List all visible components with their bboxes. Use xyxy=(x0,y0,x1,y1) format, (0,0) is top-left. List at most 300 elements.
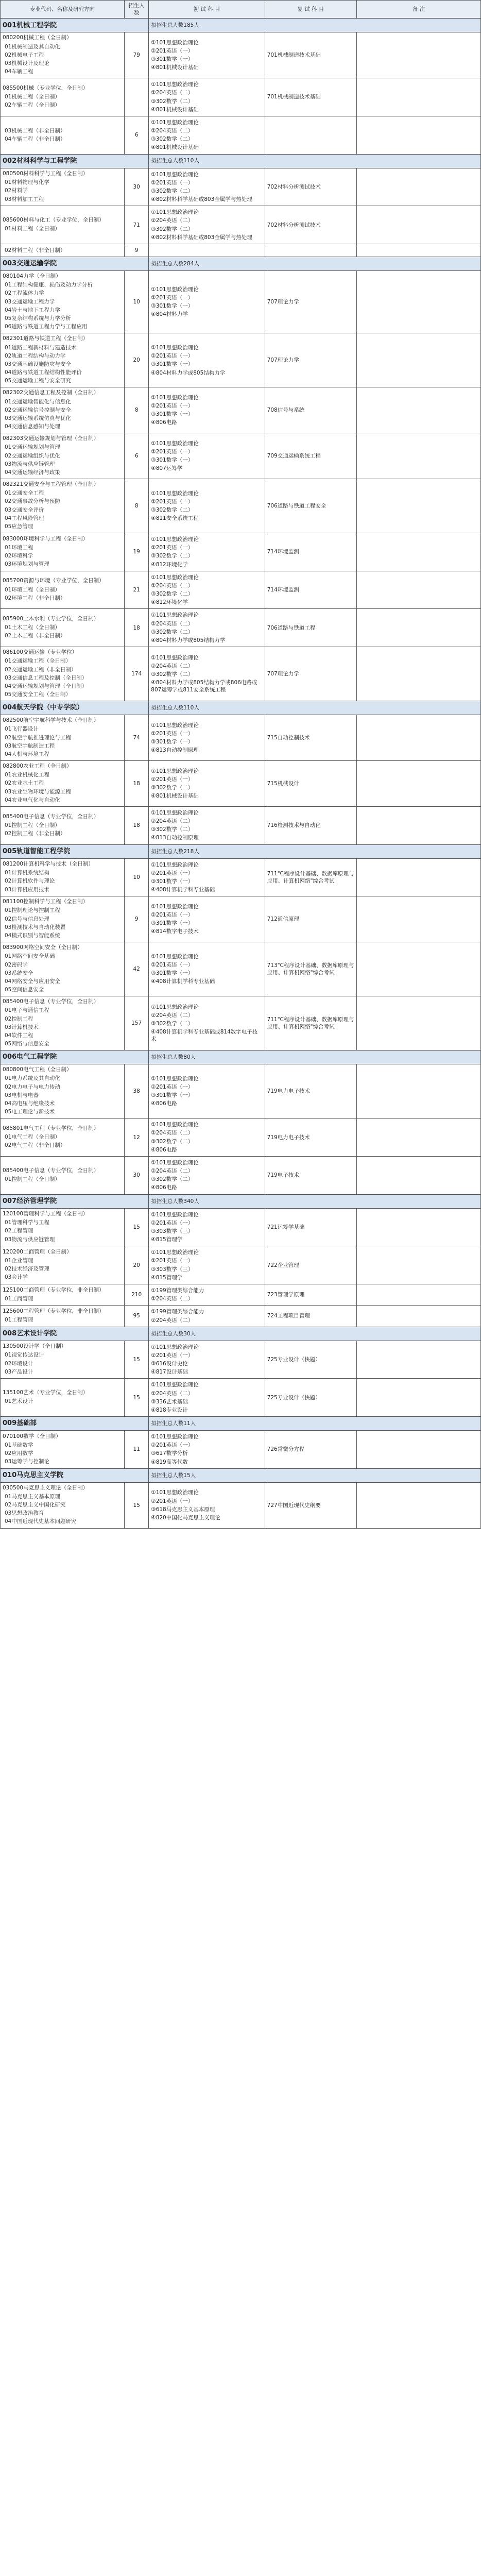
program-row xyxy=(1,333,481,387)
program-cell xyxy=(1,806,125,844)
exam-subject: ④804材料力学或805结构力学或806电路或807运筹学或811安全系统工程 xyxy=(151,680,257,693)
retest-cell: 714环境监测 xyxy=(265,533,356,571)
note-cell xyxy=(356,571,480,609)
exam-subject: ②201英语（一） xyxy=(151,1219,194,1226)
program-row xyxy=(1,1341,481,1379)
quota-cell: 30 xyxy=(125,168,149,206)
research-direction: 01电子与通信工程 xyxy=(5,1007,49,1014)
exam-subject: ①101思想政治理论 xyxy=(151,171,199,178)
exam-subject: ①101思想政治理论 xyxy=(151,654,199,661)
retest-cell: 719电力电子技术 xyxy=(265,1118,356,1157)
program-row xyxy=(1,433,481,479)
program-name: 080200机械工程（全日制） xyxy=(3,35,72,41)
research-direction: 02电气工程（非全日制） xyxy=(5,1142,66,1149)
program-cell xyxy=(1,271,125,333)
school-row xyxy=(1,844,481,858)
exam-subject: ③302数学（二） xyxy=(151,507,194,514)
research-direction: 04中国近现代史基本问题研究 xyxy=(5,1518,77,1525)
program-name: 080500材料科学与工程（全日制） xyxy=(3,171,89,177)
program-row xyxy=(1,244,481,257)
retest-cell xyxy=(265,244,356,257)
quota-cell: 15 xyxy=(125,1379,149,1417)
school-row xyxy=(1,1327,481,1341)
note-cell xyxy=(356,1246,480,1284)
quota-cell: 10 xyxy=(125,271,149,333)
research-direction: 04网络安全与应用安全 xyxy=(5,978,60,985)
program-row xyxy=(1,1306,481,1327)
quota-cell: 8 xyxy=(125,479,149,533)
research-direction: 02交通事故分析与预防 xyxy=(5,498,60,505)
research-direction: 01马克思主义基本原理 xyxy=(5,1493,60,1500)
program-cell xyxy=(1,1379,125,1417)
exam-subject: ①101思想政治理论 xyxy=(151,1249,199,1256)
quota-cell: 9 xyxy=(125,896,149,942)
research-direction: 03农业生物环境与能源工程 xyxy=(5,788,71,795)
quota-cell: 30 xyxy=(125,1156,149,1194)
exam-subject: ④801机械设计基础 xyxy=(151,64,199,71)
quota-cell: 11 xyxy=(125,1431,149,1469)
exam-subject: ③301数学（一） xyxy=(151,56,194,63)
research-direction: 01土木工程（全日制） xyxy=(5,624,60,631)
quota-cell: 38 xyxy=(125,1064,149,1118)
exam-subject: ②201英语（一） xyxy=(151,295,194,301)
research-direction: 03检测技术与自动化装置 xyxy=(5,924,66,930)
exam-subject: ④804材料力学或805结构力学 xyxy=(151,369,226,376)
exam-subject: ②201英语（一） xyxy=(151,353,194,360)
program-cell xyxy=(1,433,125,479)
exam-subject: ②201英语（一） xyxy=(151,498,194,505)
quota-cell: 15 xyxy=(125,1482,149,1528)
exam-subject: ①101思想政治理论 xyxy=(151,1382,199,1388)
exam-subject: ④815管理学 xyxy=(151,1236,183,1243)
school-row xyxy=(1,1417,481,1431)
exam-subject: ④804材料力学 xyxy=(151,311,188,318)
program-name: 080800电气工程（全日制） xyxy=(3,1066,72,1073)
note-cell xyxy=(356,1482,480,1528)
exam-subject: ③301数学（一） xyxy=(151,361,194,368)
note-cell xyxy=(356,1431,480,1469)
program-row xyxy=(1,1284,481,1306)
exam-subject: ③302数学（二） xyxy=(151,1138,194,1145)
research-direction: 05复杂结构系统与力学分析 xyxy=(5,315,71,321)
research-direction: 03电机与电器 xyxy=(5,1092,39,1098)
note-cell xyxy=(356,206,480,244)
research-direction: 01控制工程（全日制） xyxy=(5,822,60,828)
school-row xyxy=(1,701,481,715)
exam-subject: ①101思想政治理论 xyxy=(151,574,199,581)
retest-cell: 707理论力学 xyxy=(265,333,356,387)
program-row xyxy=(1,571,481,609)
exam-subject: ④812环境化学 xyxy=(151,561,188,568)
program-cell xyxy=(1,609,125,647)
exam-subject: ④802材料科学基础或803金属学与热处理 xyxy=(151,196,252,203)
exam-cell xyxy=(149,1431,265,1469)
retest-cell: 701机械制造技术基础 xyxy=(265,32,356,78)
exam-subject: ①101思想政治理论 xyxy=(151,768,199,774)
note-cell xyxy=(356,1379,480,1417)
exam-subject: ②204英语（二） xyxy=(151,582,194,589)
research-direction: 01交通安全工程 xyxy=(5,490,44,497)
exam-subject: ③301数学（一） xyxy=(151,457,194,464)
exam-cell xyxy=(149,942,265,996)
exam-subject: ③303数学（三） xyxy=(151,1266,194,1273)
program-row xyxy=(1,1431,481,1469)
program-row xyxy=(1,1064,481,1118)
exam-cell xyxy=(149,715,265,761)
exam-cell xyxy=(149,1284,265,1306)
quota-cell: 95 xyxy=(125,1306,149,1327)
exam-subject: ①101思想政治理论 xyxy=(151,809,199,816)
program-name: 085700资源与环境（专业学位，全日制） xyxy=(3,578,105,584)
quota-cell: 42 xyxy=(125,942,149,996)
exam-subject: ④812环境化学 xyxy=(151,599,188,606)
program-cell xyxy=(1,533,125,571)
school-row xyxy=(1,154,481,168)
retest-cell: 709交通运输系统工程 xyxy=(265,433,356,479)
exam-subject: ②204英语（二） xyxy=(151,1317,194,1324)
exam-cell xyxy=(149,244,265,257)
exam-subject: ④813自动控制原理 xyxy=(151,835,199,841)
program-cell xyxy=(1,715,125,761)
research-direction: 01交通运输智能化与信息化 xyxy=(5,398,71,405)
exam-subject: ③302数学（二） xyxy=(151,1176,194,1183)
exam-cell xyxy=(149,479,265,533)
retest-cell: 726常微分方程 xyxy=(265,1431,356,1469)
program-name: 082303交通运输规划与管理（全日制） xyxy=(3,435,99,442)
research-direction: 03计算机应用技术 xyxy=(5,886,49,893)
program-row xyxy=(1,271,481,333)
research-direction: 01交通运输工程（全日制） xyxy=(5,658,71,665)
program-row xyxy=(1,479,481,533)
exam-subject: ③618马克思主义基本原理 xyxy=(151,1506,215,1513)
research-direction: 05电工理论与新技术 xyxy=(5,1109,55,1115)
exam-subject: ②204英语（二） xyxy=(151,1390,194,1397)
quota-cell: 12 xyxy=(125,1118,149,1157)
quota-cell: 210 xyxy=(125,1284,149,1306)
school-title: 001机械工程学院 xyxy=(1,19,149,32)
research-direction: 01飞行器设计 xyxy=(5,726,39,733)
exam-subject: ③301数学（一） xyxy=(151,920,194,927)
program-cell xyxy=(1,1306,125,1327)
exam-cell xyxy=(149,609,265,647)
exam-subject: ④806电路 xyxy=(151,1100,177,1107)
school-note: 拟招生总人数185人 xyxy=(149,19,481,32)
retest-cell: 706道路与铁道工程安全 xyxy=(265,479,356,533)
program-row xyxy=(1,168,481,206)
exam-subject: ③302数学（二） xyxy=(151,591,194,598)
research-direction: 01环境工程 xyxy=(5,544,33,551)
program-row xyxy=(1,806,481,844)
exam-cell xyxy=(149,32,265,78)
exam-subject: ②201英语（一） xyxy=(151,776,194,783)
exam-subject: ③302数学（二） xyxy=(151,826,194,833)
school-title: 006电气工程学院 xyxy=(1,1050,149,1064)
exam-subject: ④814数字电子技术 xyxy=(151,928,199,935)
school-title: 008艺术设计学院 xyxy=(1,1327,149,1341)
research-direction: 02控制工程 xyxy=(5,1015,33,1022)
exam-subject: ②201英语（一） xyxy=(151,870,194,876)
school-note: 拟招生总人数218人 xyxy=(149,844,481,858)
exam-subject: ③301数学（一） xyxy=(151,739,194,745)
retest-cell: 711"C程序设计基础、数据库原理与应用、计算机网络"综合考试 xyxy=(265,996,356,1050)
exam-subject: ①101思想政治理论 xyxy=(151,1211,199,1218)
program-name: 082321交通安全与工程管理（全日制） xyxy=(3,481,99,488)
note-cell xyxy=(356,333,480,387)
note-cell xyxy=(356,533,480,571)
school-note: 拟招生总人数15人 xyxy=(149,1468,481,1482)
catalog-body xyxy=(1,19,481,1528)
program-cell xyxy=(1,1284,125,1306)
research-direction: 01基础数学 xyxy=(5,1442,33,1448)
exam-subject: ②204英语（二） xyxy=(151,128,194,134)
research-direction: 03交通安全评价 xyxy=(5,506,44,513)
retest-cell: 707理论力学 xyxy=(265,271,356,333)
exam-subject: ②204英语（二） xyxy=(151,1296,194,1302)
research-direction: 02电力电子与电力传动 xyxy=(5,1083,60,1090)
research-direction: 04农业电气化与自动化 xyxy=(5,796,60,803)
research-direction: 04车辆工程（非全日制） xyxy=(5,136,66,143)
research-direction: 03物流与供应链管理 xyxy=(5,1236,55,1243)
exam-subject: ②201英语（一） xyxy=(151,448,194,455)
program-name: 085900土木水利（专业学位，全日制） xyxy=(3,616,99,622)
research-direction: 02环境工程（非全日制） xyxy=(5,595,66,601)
quota-cell: 18 xyxy=(125,806,149,844)
program-cell xyxy=(1,479,125,533)
quota-cell: 20 xyxy=(125,333,149,387)
school-note: 拟招生总人数110人 xyxy=(149,154,481,168)
school-title: 010马克思主义学院 xyxy=(1,1468,149,1482)
exam-cell xyxy=(149,1246,265,1284)
exam-subject: ④806电路 xyxy=(151,1146,177,1153)
school-row xyxy=(1,19,481,32)
program-name: 085500机械（专业学位，全日制） xyxy=(3,84,89,91)
research-direction: 03系统安全 xyxy=(5,970,33,976)
research-direction: 04交通运输经济与政策 xyxy=(5,469,60,476)
quota-cell: 79 xyxy=(125,32,149,78)
note-cell xyxy=(356,116,480,154)
exam-cell xyxy=(149,858,265,896)
note-cell xyxy=(356,244,480,257)
quota-cell: 71 xyxy=(125,206,149,244)
retest-cell: 719电子技术 xyxy=(265,1156,356,1194)
exam-subject: ②201英语（一） xyxy=(151,1352,194,1359)
program-name: 130500设计学（全日制） xyxy=(3,1343,67,1350)
school-note: 拟招生总人数80人 xyxy=(149,1050,481,1064)
quota-cell: 20 xyxy=(125,1246,149,1284)
retest-cell xyxy=(265,116,356,154)
retest-cell: 702材料分析测试技术 xyxy=(265,168,356,206)
note-cell xyxy=(356,806,480,844)
research-direction: 01机械制造及其自动化 xyxy=(5,43,60,50)
research-direction: 02环境科学 xyxy=(5,552,33,559)
quota-cell: 74 xyxy=(125,715,149,761)
research-direction: 02交通运输工程（非全日制） xyxy=(5,666,77,673)
research-direction: 01农业机械化工程 xyxy=(5,772,49,778)
program-name: 086100交通运输（专业学位） xyxy=(3,649,78,656)
school-note: 拟招生总人数30人 xyxy=(149,1327,481,1341)
exam-subject: ③302数学（二） xyxy=(151,226,194,232)
program-name: 135100艺术（专业学位，全日制） xyxy=(3,1389,89,1396)
research-direction: 05交通运输工程与安全研究 xyxy=(5,378,71,384)
exam-subject: ①101思想政治理论 xyxy=(151,1004,199,1010)
note-cell xyxy=(356,168,480,206)
exam-subject: ②204英语（二） xyxy=(151,663,194,669)
program-cell xyxy=(1,647,125,701)
exam-subject: ④801机械设计基础 xyxy=(151,106,199,113)
exam-subject: ②201英语（一） xyxy=(151,403,194,410)
program-row xyxy=(1,942,481,996)
program-name: 083000环境科学与工程（全日制） xyxy=(3,535,89,542)
quota-cell: 6 xyxy=(125,116,149,154)
exam-subject: ①101思想政治理论 xyxy=(151,440,199,447)
program-cell xyxy=(1,116,125,154)
exam-subject: ①199管理类综合能力 xyxy=(151,1287,204,1294)
note-cell xyxy=(356,32,480,78)
exam-subject: ①101思想政治理论 xyxy=(151,536,199,543)
research-direction: 01管理科学与工程 xyxy=(5,1219,49,1226)
exam-subject: ②204英语（二） xyxy=(151,620,194,627)
research-direction: 01视觉传达设计 xyxy=(5,1352,44,1359)
exam-subject: ③302数学（二） xyxy=(151,671,194,678)
exam-subject: ②201英语（一） xyxy=(151,1258,194,1264)
program-cell xyxy=(1,1341,125,1379)
research-direction: 03思想政治教育 xyxy=(5,1510,44,1517)
research-direction: 02交通运输组织与优化 xyxy=(5,452,60,459)
research-direction: 01控制工程（全日制） xyxy=(5,1176,60,1182)
exam-subject: ③336艺术基础 xyxy=(151,1398,188,1405)
program-cell xyxy=(1,942,125,996)
retest-cell: 701机械制造技术基础 xyxy=(265,78,356,116)
program-cell xyxy=(1,387,125,433)
retest-cell: 725专业设计（快题） xyxy=(265,1379,356,1417)
research-direction: 06道路与铁道工程力学与工程应用 xyxy=(5,324,88,330)
research-direction: 03交通运输系统仿真与优化 xyxy=(5,415,71,421)
research-direction: 03环境规划与管理 xyxy=(5,561,49,568)
exam-subject: ①101思想政治理论 xyxy=(151,39,199,46)
research-direction: 01机械工程（全日制） xyxy=(5,93,60,100)
program-cell xyxy=(1,858,125,896)
research-direction: 01艺术设计 xyxy=(5,1398,33,1405)
research-direction: 01网络空间安全基础 xyxy=(5,953,55,960)
exam-subject: ④815管理学 xyxy=(151,1274,183,1281)
retest-cell: 722企业管理 xyxy=(265,1246,356,1284)
exam-subject: ②201英语（一） xyxy=(151,1084,194,1091)
research-direction: 05网络与信息安全 xyxy=(5,1041,49,1047)
exam-subject: ①199管理类综合能力 xyxy=(151,1309,204,1315)
research-direction: 04工程风险管理 xyxy=(5,515,44,521)
research-direction: 03航空宇航制造工程 xyxy=(5,742,55,749)
note-cell xyxy=(356,647,480,701)
quota-cell: 10 xyxy=(125,858,149,896)
research-direction: 02机械电子工程 xyxy=(5,52,44,58)
research-direction: 03物流与供应链管理 xyxy=(5,461,55,467)
program-row xyxy=(1,896,481,942)
header-row xyxy=(1,1,481,19)
exam-cell xyxy=(149,1482,265,1528)
note-cell xyxy=(356,896,480,942)
program-row xyxy=(1,1379,481,1417)
research-direction: 04人机与环境工程 xyxy=(5,751,49,757)
retest-cell: 702材料分析测试技术 xyxy=(265,206,356,244)
retest-cell: 715自动控制技术 xyxy=(265,715,356,761)
retest-cell: 714环境监测 xyxy=(265,571,356,609)
exam-subject: ①101思想政治理论 xyxy=(151,81,199,88)
program-cell xyxy=(1,333,125,387)
exam-subject: ①101思想政治理论 xyxy=(151,953,199,960)
exam-cell xyxy=(149,1064,265,1118)
program-name: 085600材料与化工（专业学位，全日制） xyxy=(3,216,105,223)
program-cell xyxy=(1,206,125,244)
exam-subject: ①101思想政治理论 xyxy=(151,490,199,497)
research-direction: 04车辆工程 xyxy=(5,69,33,75)
quota-cell: 18 xyxy=(125,609,149,647)
school-row xyxy=(1,1194,481,1208)
program-cell xyxy=(1,1246,125,1284)
header-quota: 招生人数 xyxy=(125,1,149,19)
research-direction: 03材料加工工程 xyxy=(5,196,44,202)
exam-cell xyxy=(149,387,265,433)
exam-cell xyxy=(149,116,265,154)
exam-subject: ④408计算机学科专业基础 xyxy=(151,978,215,985)
quota-cell: 9 xyxy=(125,244,149,257)
exam-subject: ②201英语（一） xyxy=(151,545,194,551)
program-cell xyxy=(1,244,125,257)
exam-cell xyxy=(149,896,265,942)
exam-subject: ②201英语（一） xyxy=(151,730,194,737)
exam-subject: ①101思想政治理论 xyxy=(151,209,199,216)
school-row xyxy=(1,1050,481,1064)
school-title: 005轨道智能工程学院 xyxy=(1,844,149,858)
research-direction: 04岩土与地下工程力学 xyxy=(5,307,60,313)
program-row xyxy=(1,715,481,761)
note-cell xyxy=(356,858,480,896)
note-cell xyxy=(356,433,480,479)
note-cell xyxy=(356,1284,480,1306)
school-title: 009基础部 xyxy=(1,1417,149,1431)
school-title: 002材料科学与工程学院 xyxy=(1,154,149,168)
research-direction: 01计算机系统结构 xyxy=(5,870,49,876)
retest-cell: 708信号与系统 xyxy=(265,387,356,433)
research-direction: 02农业水土工程 xyxy=(5,780,44,787)
research-direction: 01电力系统及其自动化 xyxy=(5,1075,60,1082)
program-cell xyxy=(1,761,125,807)
research-direction: 03机械设计及理论 xyxy=(5,60,49,66)
exam-cell xyxy=(149,433,265,479)
exam-subject: ③302数学（二） xyxy=(151,553,194,560)
exam-subject: ③617数学分析 xyxy=(151,1450,188,1457)
exam-subject: ④804材料力学或805结构力学 xyxy=(151,637,226,643)
program-row xyxy=(1,387,481,433)
program-cell xyxy=(1,996,125,1050)
quota-cell: 15 xyxy=(125,1208,149,1246)
school-note: 拟招生总人数11人 xyxy=(149,1417,481,1431)
quota-cell: 8 xyxy=(125,387,149,433)
exam-subject: ③302数学（二） xyxy=(151,784,194,791)
research-direction: 02环境设计 xyxy=(5,1360,33,1367)
note-cell xyxy=(356,78,480,116)
exam-subject: ④820中国化马克思主义理论 xyxy=(151,1514,220,1521)
exam-subject: ①101思想政治理论 xyxy=(151,1434,199,1440)
exam-subject: ③616设计史论 xyxy=(151,1361,188,1367)
program-row xyxy=(1,206,481,244)
program-row xyxy=(1,533,481,571)
header-retest: 复 试 科 目 xyxy=(265,1,356,19)
research-direction: 05空间信息安全 xyxy=(5,987,44,993)
note-cell xyxy=(356,942,480,996)
note-cell xyxy=(356,1341,480,1379)
research-direction: 02应用数学 xyxy=(5,1450,33,1456)
exam-subject: ③301数学（一） xyxy=(151,303,194,310)
